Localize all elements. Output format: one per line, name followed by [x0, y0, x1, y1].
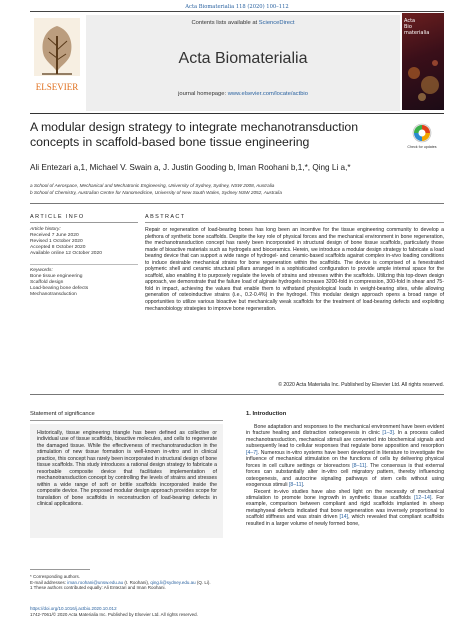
keywords-block: [30, 268, 138, 298]
abstract-end-rule: [30, 394, 444, 395]
footnotes: [30, 574, 223, 591]
abstract-body: Repair or regeneration of load-bearing bones has long been an incentive for the tissue engineering community to develop a plethora of synthetic bone scaffolds. Despite the key role of physical forces and the mechanical environment in bone regeneration, the mechanotransduction concept has rarely been incorporated in structural design of bone tissue scaffolds, particularly those made of bioactive materials such as hydrogels and bioceramics. Herein, we introduce a modular design strategy to fabricate a load bearing device that can support a wide range of hydrogel- and ceramic-based scaffolds against complex in-vivo loading conditions to induce desirable mechanical strains for bone regeneration within the scaffolds. The device is comprised of a fenestrated polymeric shell and ceramic structural pillars arranged in a sophisticated configuration to provide ample internal space for the scaffold, also enabling it to purposely regulate the levels of strains and stresses within the scaffolds. Utilizing this top-down design approach, we demonstrate that the failure load of alginate hydrogels increases 3200-fold in compression, 300-fold in shear and 75-fold in impact, achieving the values that enable them to withstand physiological loads in weight-bearing sites, while allowing generation of osteoinductive strains (i.e., 0.2-0.4%) in the hydrogel. This modular design approach opens a broad range of opportunities to utilize various bioactive but mechanically weak scaffolds for the treatment of load-bearing defects and exploiting mechanobiology strategies to improve bone regeneration.: [145, 227, 444, 312]
issn-line: 1742-7061/© 2020 Acta Materialia Inc. Published by Elsevier Ltd. All rights reserved.: [30, 611, 198, 617]
journal-title: Acta Biomaterialia: [178, 50, 308, 67]
article-meta-footer: [30, 606, 444, 617]
doi-link[interactable]: https://doi.org/10.1016/j.actbio.2020.10.012: [30, 606, 117, 611]
citation-link[interactable]: [1–3]: [382, 430, 394, 437]
introduction-heading: 1. Introduction: [246, 411, 287, 417]
keyword: Load-bearing bone defects: [30, 286, 89, 292]
article-title: A modular design strategy to integrate mechanotransduction concepts in scaffold-based bone tissue engineering: [30, 120, 359, 149]
keyword: Mechanotransduction: [30, 292, 77, 298]
email-link[interactable]: qing.li@sydney.edu.au: [150, 579, 196, 585]
intro-paragraph-2: Recent in-vivo studies have also shed light on the necessity of mechanical stimulation to promote bone ingrowth in synthetic tissue scaffolds [12–14]. For example, comparison between compliant and rigid scaffolds implanted in sheep metaphyseal defects indicated that bone regeneration was inversely proportional to scaffold stiffness and was strain driven [14], which revealed that compliant scaffolds resulted in a larger volume of newly formed bone,: [246, 488, 444, 527]
history-line: Received 7 June 2020: [30, 233, 79, 239]
banner-top-rule: [30, 11, 444, 12]
history-line: Revised 1 October 2020: [30, 239, 83, 245]
check-for-updates-badge[interactable]: [407, 122, 437, 152]
article-info-rule: [30, 222, 138, 223]
citation-link[interactable]: [14]: [339, 514, 349, 521]
affiliation-a: a School of Aerospace, Mechanical and Mechatronic Engineering, University of Sydney, Sydney, NSW 2008, Australia: [30, 183, 275, 188]
keywords-heading: Keywords:: [30, 268, 53, 273]
citation-link[interactable]: [4–7]: [246, 449, 258, 456]
abstract-copyright: © 2020 Acta Materialia Inc. Published by Elsevier Ltd. All rights reserved.: [278, 382, 444, 388]
corresponding-note: * Corresponding authors.: [30, 574, 81, 579]
keyword: Bone tissue engineering: [30, 274, 83, 280]
journal-homepage: journal homepage: www.elsevier.com/locate/actbio: [178, 91, 308, 97]
citation-link[interactable]: [8–11]: [288, 482, 304, 489]
citation-link[interactable]: [8–11]: [352, 462, 367, 469]
elsevier-logo: [30, 14, 84, 108]
history-heading: Article history:: [30, 227, 61, 232]
header-separator: [30, 203, 444, 204]
sciencedirect-link[interactable]: ScienceDirect: [258, 20, 295, 26]
introduction-body: [246, 424, 444, 527]
history-line: Accepted 8 October 2020: [30, 245, 86, 251]
keywords-rule: [30, 264, 138, 265]
contents-line: Contents lists available at ScienceDirect: [191, 20, 295, 26]
author-list: Ali Entezari a,1, Michael V. Swain a, J. Justin Gooding b, Iman Roohani b,1,*, Qing Li a,*: [30, 163, 351, 172]
email-note: E-mail addresses: iman.roohani@unsw.edu.au (I. Roohani), qing.li@sydney.edu.au (Q. Li).: [30, 579, 211, 585]
significance-rule: [30, 420, 223, 421]
journal-homepage-link[interactable]: www.elsevier.com/locate/actbio: [227, 91, 308, 97]
history-line: Available online 12 October 2020: [30, 251, 102, 257]
intro-paragraph-1: Bone adaptation and responses to the mechanical environment have been evident in fracture healing and distraction osteogenesis in clinic [1–3]. In a process called mechanotransduction, mechanical stimuli are converted into biochemical signals and subsequently lead to cellular responses that regulate bone apposition and resorption [4–7]. Numerous in-vitro systems have been developed in literature to investigate the influence of mechanical stimulation on the functions of cells by delivering physical forces in cell culture settings or bioreactors [8–11]. The consensus is that external forces can substantially alter in-vitro cell migratory pattern, thereby influencing osteogenesis, and autocrine signaling pathways of stem cells without using exogenous stimuli [8–11].: [246, 424, 444, 489]
abstract-heading: ABSTRACT: [145, 214, 186, 220]
affiliation-b: b School of Chemistry, Australian Centre for Nanomedicine, University of New South Wales, Sydney NSW 2052, Australia: [30, 190, 282, 195]
keyword: Scaffold design: [30, 280, 64, 286]
citation-link[interactable]: [12–14]: [414, 494, 432, 501]
cover-title: Acta Bio materialia: [404, 18, 430, 36]
running-head: Acta Biomaterialia 118 (2020) 100–112: [185, 4, 289, 10]
email-link[interactable]: iman.roohani@unsw.edu.au: [67, 579, 124, 585]
significance-heading: Statement of significance: [30, 411, 95, 417]
abstract-rule: [145, 222, 444, 223]
check-for-updates-label: Check for updates: [407, 145, 437, 149]
banner-bottom-rule: [30, 113, 444, 114]
equal-contribution-note: 1 These authors contributed equally: Ali Entezari and Iman Roohani.: [30, 585, 166, 591]
elsevier-wordmark: ELSEVIER: [35, 82, 79, 92]
footnote-rule: [30, 569, 90, 570]
significance-body: Historically, tissue engineering triangle has been defined as collective or individual use of tissue scaffolds, bioactive molecules, and cells to regenerate the damaged tissue. While the effectiveness of mechanotransduction in the stimulation of new tissue formation is well-known in-vitro and in clinical practice, this concept has rarely been incorporated in structural design of bone tissue scaffolds. This study introduces a rational design strategy to fabricate a resorbable composite device that facilitates implementation of mechanotransduction concept by controlling the levels of strains and stresses within a wide range of soft or brittle scaffolds incorporated inside the composite device. The proposed modular design approach provides scope for translation of bone scaffolds in reconstruction of load-bearing defects in clinical applications.: [37, 430, 217, 507]
article-history: [30, 227, 138, 257]
article-info-heading: ARTICLE INFO: [30, 214, 85, 220]
